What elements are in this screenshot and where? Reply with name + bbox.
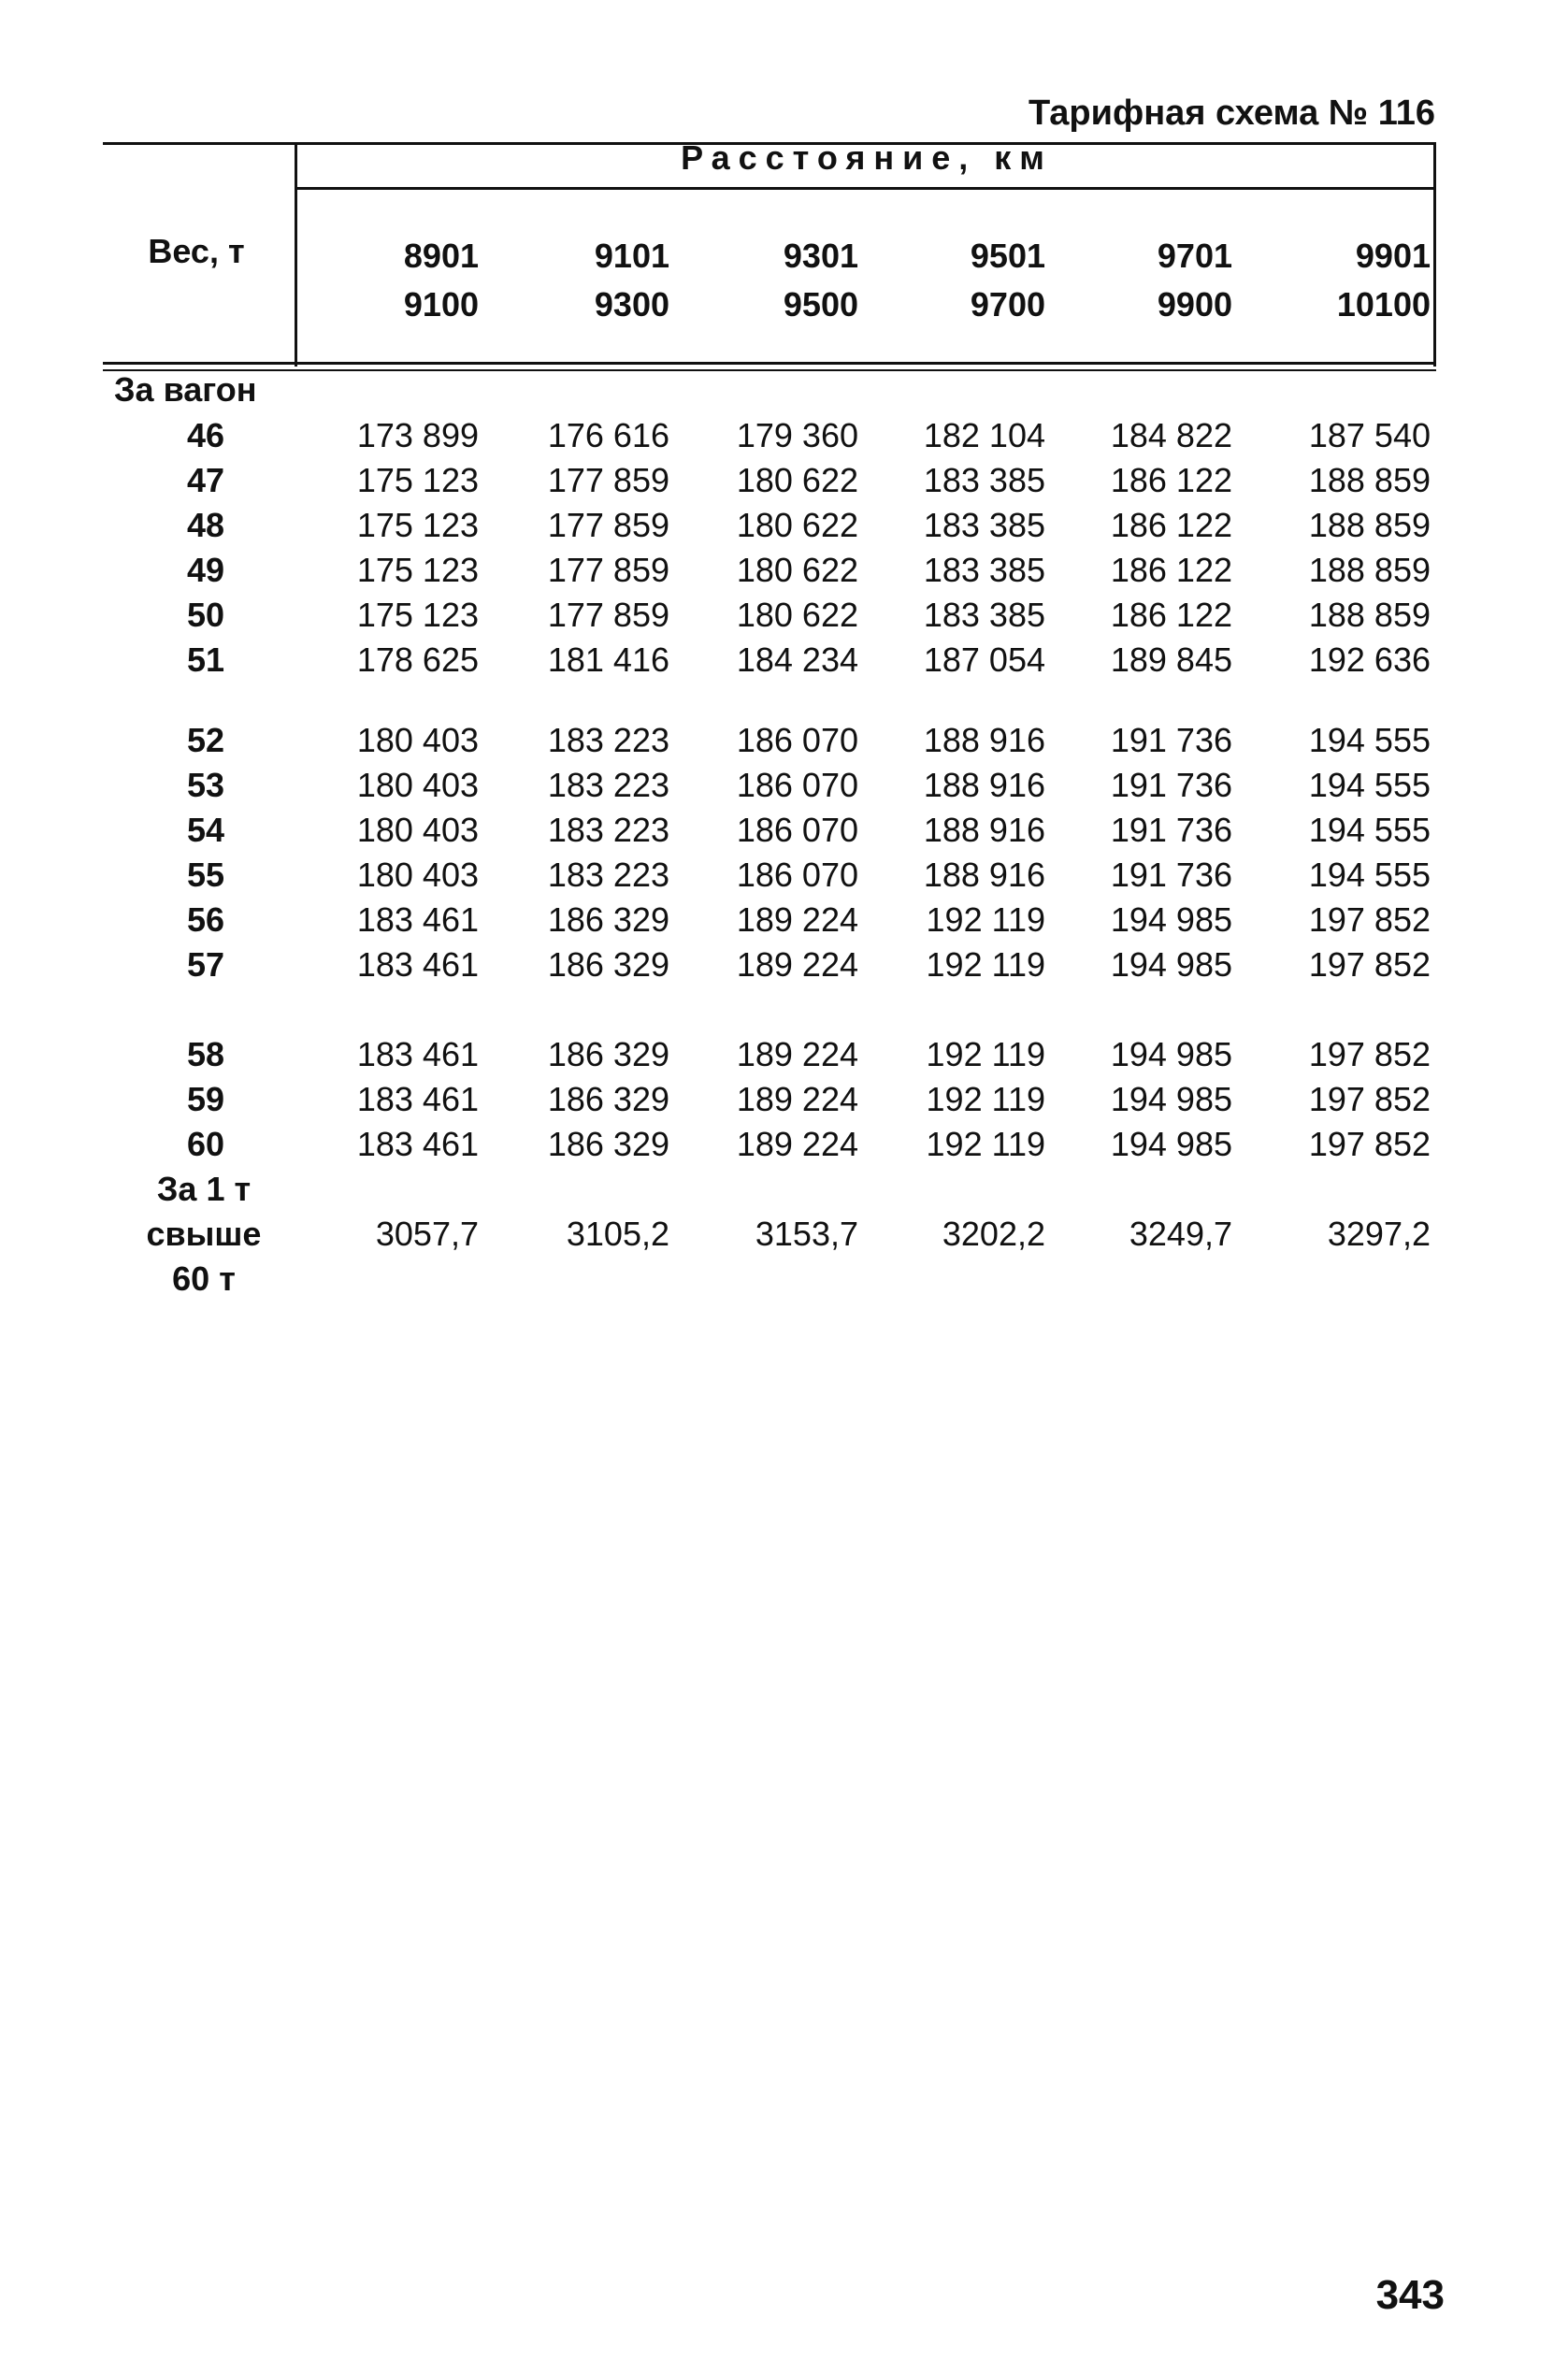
tariff-cell: 194 555	[1308, 856, 1431, 894]
tariff-cell: 186 329	[547, 1035, 669, 1073]
tariff-cell: 188 859	[1308, 506, 1431, 544]
tariff-cell: 175 123	[356, 551, 479, 589]
tariff-cell: 173 899	[356, 416, 479, 454]
extra-label-line: За 1 т	[156, 1170, 252, 1208]
weight-cell: 53	[186, 766, 225, 804]
tariff-cell: 180 622	[736, 551, 858, 589]
table-row	[0, 413, 1568, 458]
tariff-cell: 192 636	[1308, 640, 1431, 679]
tariff-cell: 186 122	[1110, 461, 1232, 499]
tariff-cell: 189 224	[736, 945, 858, 984]
table-row	[0, 1077, 1568, 1122]
distance-range-header	[868, 232, 1045, 329]
tariff-cell: 189 224	[736, 1080, 858, 1118]
tariff-cell: 191 736	[1110, 811, 1232, 849]
tariff-cell: 189 845	[1110, 640, 1232, 679]
tariff-cell: 176 616	[547, 416, 669, 454]
distance-header-rule	[297, 187, 1436, 190]
distance-range-header	[681, 232, 858, 329]
table-row	[0, 942, 1568, 987]
tariff-cell: 194 555	[1308, 811, 1431, 849]
per-ton-cell: 3297,2	[1327, 1215, 1431, 1253]
tariff-cell: 183 385	[923, 551, 1045, 589]
distance-from: 9701	[1157, 237, 1232, 275]
tariff-cell: 183 461	[356, 1080, 479, 1118]
tariff-cell: 188 916	[923, 856, 1045, 894]
tariff-cell: 188 859	[1308, 461, 1431, 499]
tariff-cell: 186 122	[1110, 596, 1232, 634]
tariff-cell: 194 985	[1110, 1035, 1232, 1073]
table-row	[0, 458, 1568, 503]
tariff-cell: 177 859	[547, 461, 669, 499]
tariff-cell: 186 329	[547, 1125, 669, 1163]
tariff-cell: 186 329	[547, 900, 669, 939]
weight-cell: 57	[186, 945, 225, 984]
tariff-cell: 191 736	[1110, 766, 1232, 804]
per-ton-cell: 3202,2	[942, 1215, 1045, 1253]
table-row	[0, 898, 1568, 942]
tariff-cell: 188 859	[1308, 551, 1431, 589]
tariff-cell: 177 859	[547, 551, 669, 589]
tariff-cell: 194 985	[1110, 1080, 1232, 1118]
per-ton-cell: 3105,2	[566, 1215, 669, 1253]
tariff-cell: 183 385	[923, 461, 1045, 499]
tariff-cell: 177 859	[547, 506, 669, 544]
distance-from: 9301	[783, 237, 858, 275]
tariff-cell: 183 385	[923, 596, 1045, 634]
tariff-cell: 192 119	[926, 1080, 1045, 1118]
tariff-cell: 194 985	[1110, 1125, 1232, 1163]
distance-range-header	[1253, 232, 1431, 329]
tariff-cell: 197 852	[1308, 1080, 1431, 1118]
distance-range-header	[492, 232, 669, 329]
tariff-cell: 186 122	[1110, 506, 1232, 544]
tariff-cell: 188 859	[1308, 596, 1431, 634]
per-ton-cell: 3249,7	[1129, 1215, 1232, 1253]
weight-cell: 46	[186, 416, 225, 454]
tariff-cell: 180 403	[356, 721, 479, 759]
weight-cell: 56	[186, 900, 225, 939]
weight-cell: 50	[186, 596, 225, 634]
tariff-cell: 188 916	[923, 766, 1045, 804]
table-row	[0, 853, 1568, 898]
weight-cell: 48	[186, 506, 225, 544]
tariff-cell: 183 223	[547, 766, 669, 804]
distance-to: 10100	[1336, 285, 1431, 324]
tariff-scheme-title: Тарифная схема № 116	[1028, 94, 1435, 133]
tariff-cell: 191 736	[1110, 856, 1232, 894]
weight-cell: 49	[186, 551, 225, 589]
tariff-cell: 180 622	[736, 461, 858, 499]
header-bottom-rule-2	[103, 369, 1436, 371]
distance-to: 9700	[970, 285, 1045, 324]
table-row	[0, 503, 1568, 548]
page-number: 343	[1375, 2272, 1445, 2318]
tariff-cell: 192 119	[926, 945, 1045, 984]
tariff-cell: 180 622	[736, 506, 858, 544]
tariff-cell: 181 416	[547, 640, 669, 679]
distance-range-header	[1055, 232, 1232, 329]
per-wagon-label: За вагон	[114, 370, 257, 409]
tariff-cell: 183 223	[547, 721, 669, 759]
tariff-cell: 186 070	[736, 856, 858, 894]
tariff-cell: 192 119	[926, 900, 1045, 939]
distance-range-header	[301, 232, 479, 329]
header-bottom-rule	[103, 362, 1436, 365]
tariff-cell: 194 985	[1110, 900, 1232, 939]
tariff-cell: 188 916	[923, 721, 1045, 759]
tariff-cell: 188 916	[923, 811, 1045, 849]
weight-header: Вес, т	[148, 232, 245, 270]
tariff-cell: 180 403	[356, 856, 479, 894]
tariff-cell: 194 555	[1308, 766, 1431, 804]
table-row	[0, 638, 1568, 683]
tariff-cell: 189 224	[736, 1035, 858, 1073]
distance-from: 9501	[970, 237, 1045, 275]
weight-cell: 55	[186, 856, 225, 894]
tariff-cell: 194 555	[1308, 721, 1431, 759]
tariff-cell: 180 622	[736, 596, 858, 634]
tariff-cell: 184 822	[1110, 416, 1232, 454]
tariff-cell: 179 360	[736, 416, 858, 454]
tariff-cell: 186 122	[1110, 551, 1232, 589]
table-row	[0, 763, 1568, 808]
tariff-cell: 186 070	[736, 766, 858, 804]
tariff-cell: 197 852	[1308, 1125, 1431, 1163]
tariff-cell: 192 119	[926, 1035, 1045, 1073]
tariff-cell: 183 223	[547, 811, 669, 849]
tariff-cell: 180 403	[356, 811, 479, 849]
per-ton-values-row	[0, 1212, 1568, 1257]
per-ton-cell: 3153,7	[755, 1215, 858, 1253]
tariff-cell: 184 234	[736, 640, 858, 679]
tariff-cell: 187 054	[923, 640, 1045, 679]
tariff-cell: 186 070	[736, 811, 858, 849]
weight-cell: 54	[186, 811, 225, 849]
extra-label-line: 60 т	[172, 1259, 236, 1298]
tariff-cell: 197 852	[1308, 1035, 1431, 1073]
tariff-cell: 182 104	[923, 416, 1045, 454]
distance-from: 8901	[403, 237, 479, 275]
tariff-cell: 183 385	[923, 506, 1045, 544]
distance-to: 9100	[403, 285, 479, 324]
tariff-cell: 197 852	[1308, 945, 1431, 984]
table-row	[0, 718, 1568, 763]
tariff-cell: 189 224	[736, 1125, 858, 1163]
table-row	[0, 808, 1568, 853]
table-row	[0, 548, 1568, 593]
weight-cell: 59	[186, 1080, 225, 1118]
tariff-cell: 177 859	[547, 596, 669, 634]
tariff-cell: 187 540	[1308, 416, 1431, 454]
tariff-cell: 189 224	[736, 900, 858, 939]
tariff-cell: 178 625	[356, 640, 479, 679]
tariff-cell: 183 461	[356, 900, 479, 939]
weight-cell: 47	[186, 461, 225, 499]
table-row	[0, 593, 1568, 638]
tariff-cell: 175 123	[356, 596, 479, 634]
distance-to: 9900	[1157, 285, 1232, 324]
tariff-cell: 197 852	[1308, 900, 1431, 939]
tariff-cell: 183 223	[547, 856, 669, 894]
tariff-cell: 175 123	[356, 461, 479, 499]
tariff-cell: 183 461	[356, 945, 479, 984]
tariff-cell: 183 461	[356, 1125, 479, 1163]
per-ton-cell: 3057,7	[375, 1215, 479, 1253]
table-row	[0, 1122, 1568, 1167]
table-row	[0, 1032, 1568, 1077]
distance-to: 9300	[594, 285, 669, 324]
distance-from: 9901	[1355, 237, 1431, 275]
tariff-cell: 186 329	[547, 1080, 669, 1118]
distance-header: Расстояние, км	[681, 138, 1053, 177]
weight-cell: 51	[186, 640, 225, 679]
tariff-cell: 191 736	[1110, 721, 1232, 759]
tariff-cell: 186 070	[736, 721, 858, 759]
distance-to: 9500	[783, 285, 858, 324]
tariff-cell: 194 985	[1110, 945, 1232, 984]
tariff-cell: 183 461	[356, 1035, 479, 1073]
tariff-cell: 192 119	[926, 1125, 1045, 1163]
weight-cell: 60	[186, 1125, 225, 1163]
tariff-cell: 186 329	[547, 945, 669, 984]
distance-from: 9101	[594, 237, 669, 275]
extra-label-line: свыше	[146, 1215, 262, 1253]
weight-cell: 58	[186, 1035, 225, 1073]
weight-cell: 52	[186, 721, 225, 759]
tariff-cell: 175 123	[356, 506, 479, 544]
tariff-cell: 180 403	[356, 766, 479, 804]
